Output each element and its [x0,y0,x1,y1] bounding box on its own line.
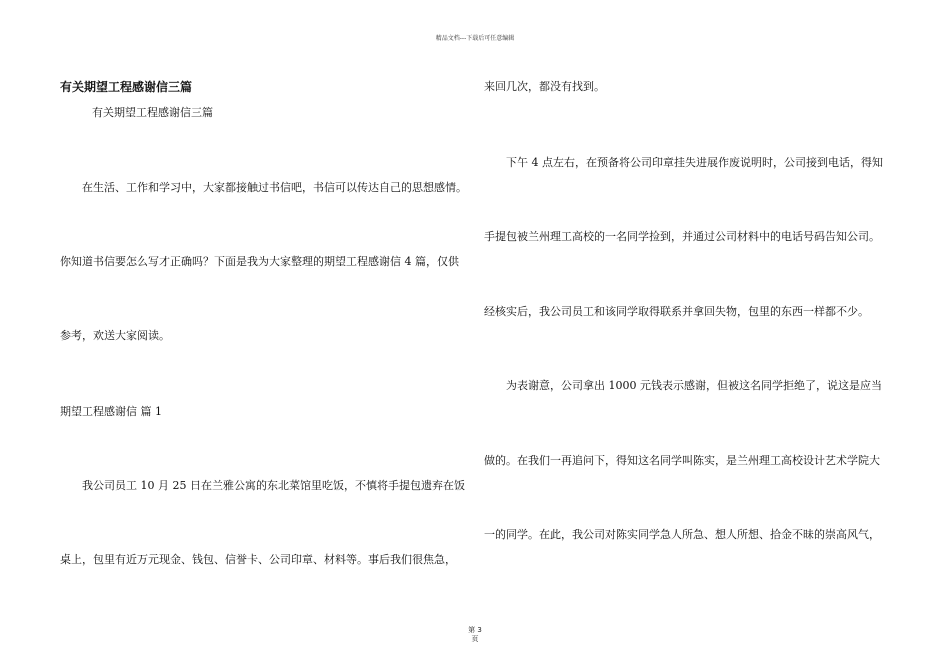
paragraph-line: 手提包被兰州理工高校的一名同学捡到，并通过公司材料中的电话号码告知公司。 [484,230,880,243]
page-header: 精品文档---下载后可任意编辑 [435,35,515,42]
paragraph-line: 你知道书信要怎么写才正确吗？下面是我为大家整理的期望工程感谢信 4 篇，仅供 [60,255,459,268]
section-heading: 期望工程感谢信 篇 1 [60,405,162,418]
paragraph-line: 为表谢意，公司拿出 1000 元钱表示感谢，但被这名同学拒绝了，说这是应当 [506,379,882,392]
page-number [0,626,950,644]
paragraph-line: 来回几次，都没有找到。 [484,80,605,93]
paragraph-line: 参考，欢送大家阅读。 [60,329,170,342]
paragraph-line: 一的同学。在此，我公司对陈实同学急人所急、想人所想、拾金不昧的崇高风气， [484,528,880,541]
document-title: 有关期望工程感谢信三篇 [60,80,193,94]
page-number-unit: 页 [471,635,479,643]
paragraph-line: 经核实后，我公司员工和该同学取得联系并拿回失物，包里的东西一样都不少。 [484,305,869,318]
paragraph-line: 我公司员工 10 月 25 日在兰雅公寓的东北菜馆里吃饭，不慎将手提包遗弃在饭 [82,479,465,492]
paragraph-line: 下午 4 点左右，在预备将公司印章挂失进展作废说明时，公司接到电话，得知 [506,156,883,169]
document-subtitle: 有关期望工程感谢信三篇 [92,106,213,119]
paragraph-line: 桌上，包里有近万元现金、钱包、信誉卡、公司印章、材料等。事后我们很焦急， [60,553,456,566]
paragraph-line: 在生活、工作和学习中，大家都接触过书信吧，书信可以传达自己的思想感情。 [82,181,467,194]
paragraph-line: 做的。在我们一再追问下，得知这名同学叫陈实，是兰州理工高校设计艺术学院大 [484,454,880,467]
page-number-line: 第 3 [468,626,482,634]
